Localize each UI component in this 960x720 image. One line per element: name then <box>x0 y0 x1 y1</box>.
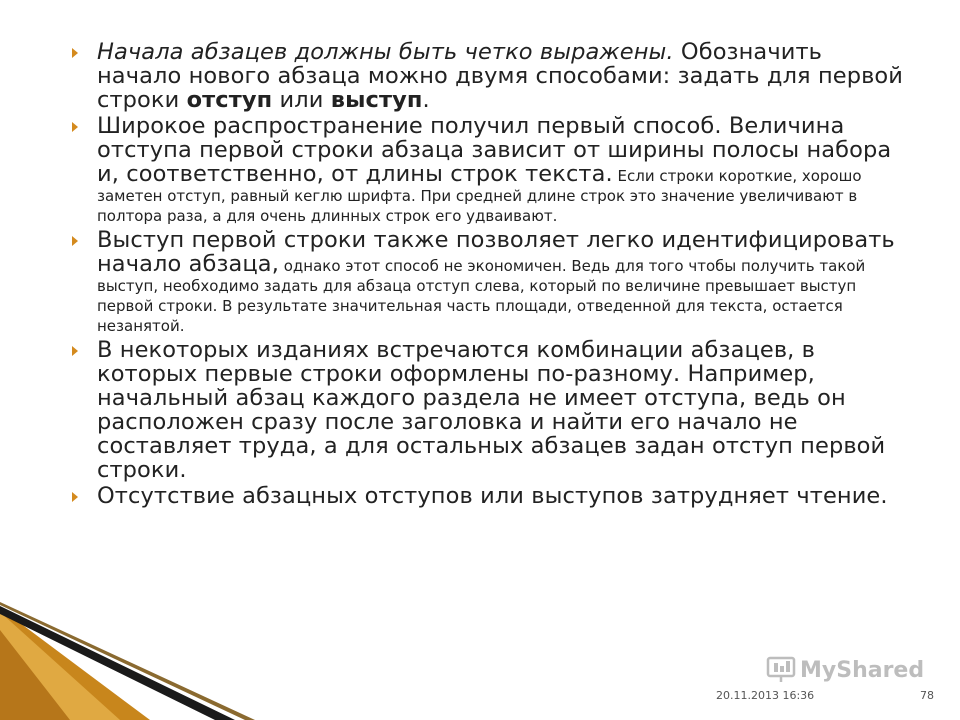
bullet-arrow-icon <box>72 48 78 58</box>
text-run: Начала абзацев должны быть четко выражены. <box>97 39 674 65</box>
text-run: Отсутствие абзацных отступов или выступов затрудняет чтение. <box>97 483 888 509</box>
paragraph-text <box>97 338 912 482</box>
watermark-logo <box>766 656 924 684</box>
presentation-icon <box>766 656 796 684</box>
paragraph-text <box>97 40 912 112</box>
text-run: Широкое распространение получил первый способ. Величина отступа первой строки абзаца зависит от ширины полосы набора и, соответственно, от длины строк текста. <box>97 113 892 187</box>
text-run: . <box>422 87 430 113</box>
bullet-arrow-icon <box>72 346 78 356</box>
slide-number: 78 <box>920 689 934 702</box>
bullet-paragraph <box>72 228 912 336</box>
watermark-text: MyShared <box>800 657 925 683</box>
paragraph-text <box>97 484 912 508</box>
text-run: или <box>272 87 331 113</box>
bullet-paragraph <box>72 40 912 112</box>
text-run: выступ <box>330 87 423 113</box>
text-run: Если строки короткие, хорошо заметен отступ, равный кеглю шрифта. При средней длине строк это значение увеличивают в полтора раза, а для очень длинных строк его удваивают. <box>97 167 862 225</box>
paragraph-text <box>97 114 912 226</box>
bullet-arrow-icon <box>72 492 78 502</box>
text-run: однако этот способ не экономичен. Ведь для того чтобы получить такой выступ, необходимо задать для абзаца отступ слева, который по величине превышает выступ первой строки. В результате значительная часть площади, отведенной для текста, остается незанятой. <box>97 257 866 335</box>
bullet-arrow-icon <box>72 236 78 246</box>
text-run: В некоторых изданиях встречаются комбинации абзацев, в которых первые строки оформлены по-разному. Например, начальный абзац каждого раздела не имеет отступа, ведь он расположен сразу после заголовка и найти его начало не составляет труда, а для остальных абзацев задан отступ первой строки. <box>97 337 886 483</box>
bullet-arrow-icon <box>72 122 78 132</box>
text-run: Обозначить начало нового абзаца можно двумя способами: задать для первой строки <box>97 39 904 113</box>
bullet-paragraph <box>72 114 912 226</box>
bullet-paragraph <box>72 484 912 508</box>
bullet-list <box>72 40 912 510</box>
text-run: Выступ первой строки также позволяет легко идентифицировать начало абзаца, <box>97 227 895 277</box>
paragraph-text <box>97 228 912 336</box>
bullet-paragraph <box>72 338 912 482</box>
text-run: отступ <box>186 87 273 113</box>
footer-date: 20.11.2013 16:36 <box>716 689 815 702</box>
